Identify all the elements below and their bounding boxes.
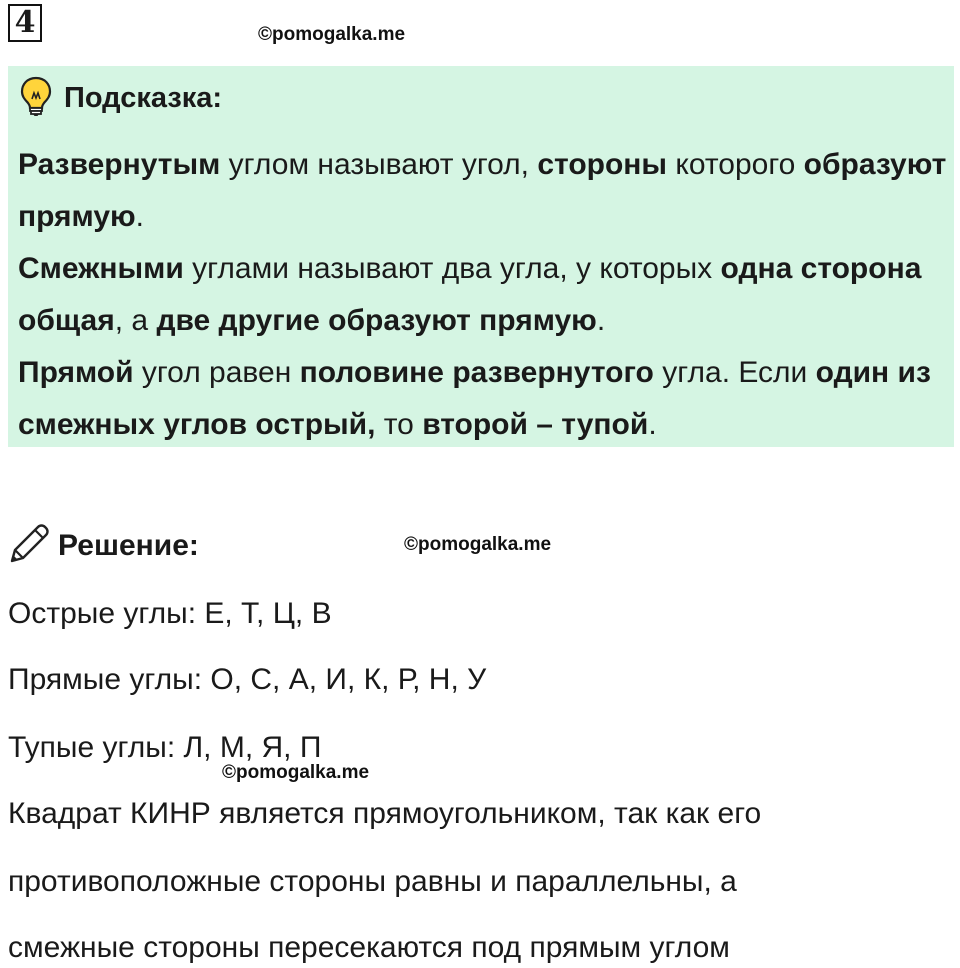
solution-header (8, 524, 199, 568)
pencil-icon (8, 523, 50, 570)
task-number: 4 (8, 4, 42, 42)
hint-text: угла. Если (653, 356, 816, 389)
watermark: ©pomogalka.me (222, 762, 370, 783)
hint-header (20, 78, 222, 118)
hint-box (8, 66, 954, 447)
hint-title: Подсказка: (64, 81, 223, 114)
hint-text: угол равен (133, 356, 300, 389)
hint-text: , а (114, 304, 157, 337)
hint-body (18, 139, 948, 451)
hint-bold-text: образуют прямую (18, 148, 947, 233)
hint-bold-text: Смежными (18, 252, 184, 285)
watermark: ©pomogalka.me (258, 24, 406, 45)
hint-bold-text: один из смежных углов острый, (18, 356, 931, 441)
hint-bold-text: второй – тупой (422, 408, 649, 441)
hint-text: углами называют два угла, у которых (183, 252, 721, 285)
solution-line: Тупые углы: Л, М, Я, П (8, 731, 322, 764)
hint-paragraph (18, 139, 948, 243)
hint-bold-text: Развернутым (18, 148, 221, 181)
hint-text: . (135, 200, 144, 233)
solution-line: противоположные стороны равны и параллельны, а (8, 865, 737, 898)
solution-title: Решение: (58, 529, 199, 562)
hint-bold-text: Прямой (18, 356, 134, 389)
hint-bold-text: две другие образуют прямую (156, 304, 597, 337)
solution-line: Квадрат КИНР является прямоугольником, так как его (8, 797, 762, 830)
hint-paragraph (18, 243, 948, 347)
hint-text: углом называют угол, (220, 148, 538, 181)
hint-bold-text: одна сторона общая (18, 252, 922, 337)
solution-line: Прямые углы: О, С, А, И, К, Р, Н, У (8, 663, 487, 696)
watermark: ©pomogalka.me (404, 534, 552, 555)
hint-text: которого (667, 148, 804, 181)
hint-bold-text: стороны (537, 148, 668, 181)
solution-line: смежные стороны пересекаются под прямым углом (8, 931, 730, 964)
hint-paragraph (18, 347, 948, 451)
hint-text: . (648, 408, 657, 441)
lightbulb-icon (20, 76, 52, 121)
hint-bold-text: половине развернутого (299, 356, 654, 389)
hint-text: . (596, 304, 606, 337)
hint-text: то (375, 408, 423, 441)
solution-line: Острые углы: Е, Т, Ц, В (8, 597, 332, 630)
